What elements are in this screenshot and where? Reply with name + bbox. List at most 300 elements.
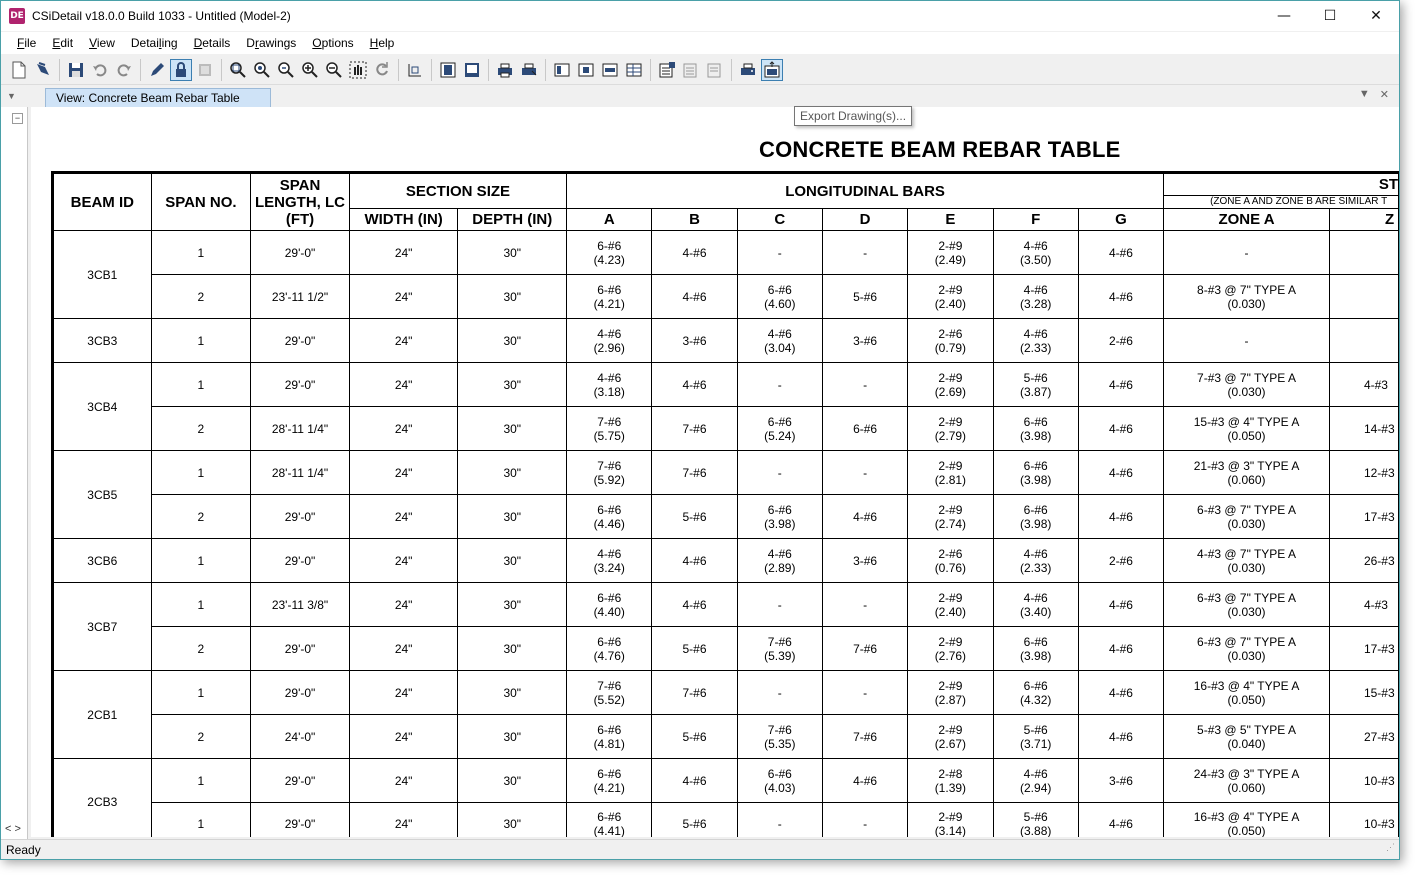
header-beam-id: BEAM ID: [53, 173, 152, 231]
zone-b-cell: 4-#3: [1329, 583, 1399, 627]
bar-f-cell-value: 4-#6: [1023, 546, 1048, 561]
header-stirrups: [1164, 173, 1400, 209]
undo-icon[interactable]: [89, 59, 111, 81]
span-length-cell: 28'-11 1/4": [251, 407, 350, 451]
bar-f-cell-area: (3.88): [1020, 824, 1052, 837]
header-span-no: SPAN NO.: [151, 173, 251, 231]
bar-g-cell: 4-#6: [1078, 671, 1163, 715]
width-cell: 24": [349, 715, 458, 759]
toolbar-separator: [488, 59, 489, 81]
bar-f-cell: [993, 407, 1078, 451]
bar-c-cell: [737, 275, 822, 319]
bar-f-cell-value: 4-#6: [1023, 590, 1048, 605]
model-tree-panel: [1, 107, 28, 839]
zoom-in-icon[interactable]: [299, 59, 321, 81]
maximize-button[interactable]: ☐: [1323, 8, 1337, 24]
bar-f-cell-value: 4-#6: [1023, 282, 1048, 297]
depth-cell: 30": [458, 627, 567, 671]
bar-e-cell-area: (0.76): [934, 560, 967, 575]
zone-a-cell-area: (0.040): [1227, 736, 1266, 751]
bar-g-cell: 4-#6: [1078, 583, 1163, 627]
bar-f-cell-area: (3.71): [1020, 736, 1052, 751]
bar-g-cell: 4-#6: [1078, 407, 1163, 451]
bar-e-cell: [908, 407, 993, 451]
bar-a-cell-value: 4-#6: [597, 546, 622, 561]
bar-a-cell-value: 7-#6: [597, 458, 622, 473]
bar-e-cell-value: 2-#9: [938, 282, 963, 297]
span-length-cell: 28'-11 1/4": [251, 451, 350, 495]
table-row: [53, 715, 1400, 759]
span-no-cell: 2: [151, 407, 251, 451]
bar-e-cell-area: (2.40): [934, 604, 967, 619]
bar-f-cell-value: 4-#6: [1023, 326, 1048, 341]
span-length-cell: 23'-11 3/8": [251, 583, 350, 627]
bar-e-cell-value: 2-#9: [938, 370, 963, 385]
rebar-table-body: [53, 231, 1400, 838]
bar-a-cell-area: (4.21): [593, 296, 625, 311]
bar-a-cell: [567, 275, 652, 319]
bar-d-cell: -: [822, 363, 907, 407]
elevation-view-icon[interactable]: [599, 59, 621, 81]
zone-a-cell-value: 5-#3 @ 5" TYPE A: [1197, 722, 1296, 737]
zone-a-cell-value: 8-#3 @ 7" TYPE A: [1197, 282, 1296, 297]
bar-a-cell-area: (3.24): [593, 560, 625, 575]
bar-a-cell-area: (4.41): [593, 824, 625, 837]
span-no-cell: 1: [151, 583, 251, 627]
span-no-cell: 1: [151, 319, 251, 363]
redo-icon[interactable]: [113, 59, 135, 81]
bar-a-cell: [567, 539, 652, 583]
bar-f-cell-area: (3.98): [1020, 428, 1052, 443]
tab-concrete-beam-rebar-table[interactable]: View: Concrete Beam Rebar Table: [45, 88, 271, 108]
bar-a-cell-value: 6-#6: [597, 238, 622, 253]
bar-f-cell-value: 5-#6: [1023, 810, 1048, 824]
bar-e-cell-value: 2-#6: [938, 546, 963, 561]
export-drawing-icon[interactable]: [761, 59, 783, 81]
zoom-extents-icon[interactable]: [251, 59, 273, 81]
bar-e-cell-area: (2.81): [934, 472, 967, 487]
menu-options[interactable]: Options: [312, 36, 354, 50]
bar-f-cell-value: 6-#6: [1023, 634, 1048, 649]
bar-g-cell: 3-#6: [1078, 759, 1163, 803]
zone-a-cell: [1164, 231, 1330, 275]
header-zone-a: ZONE A: [1164, 209, 1330, 231]
bar-a-cell-area: (4.81): [593, 736, 625, 751]
bar-c-cell: [737, 759, 822, 803]
bar-a-cell-value: 6-#6: [597, 590, 622, 605]
layers-icon[interactable]: [194, 59, 216, 81]
bar-a-cell-area: (5.75): [593, 428, 625, 443]
bar-d-cell: 3-#6: [822, 319, 907, 363]
bar-b-cell: 7-#6: [652, 407, 737, 451]
toolbar-separator: [398, 59, 399, 81]
bar-c-cell-value: -: [777, 817, 782, 831]
width-cell: 24": [349, 319, 458, 363]
width-cell: 24": [349, 627, 458, 671]
header-col-c: C: [737, 209, 822, 231]
bar-e-cell: [908, 583, 993, 627]
width-cell: 24": [349, 495, 458, 539]
bar-a-cell: [567, 715, 652, 759]
zone-a-cell: [1164, 759, 1330, 803]
zoom-out-icon[interactable]: [323, 59, 345, 81]
bar-e-cell-value: 2-#9: [938, 238, 963, 253]
status-text: Ready: [6, 843, 41, 857]
bar-e-cell-area: (2.76): [934, 648, 967, 663]
minimize-button[interactable]: —: [1277, 8, 1291, 24]
tab-controls: [1359, 88, 1389, 101]
sheet-setup-icon[interactable]: [461, 59, 483, 81]
width-cell: 24": [349, 803, 458, 838]
bar-c-cell-area: (5.35): [764, 736, 796, 751]
bar-b-cell: 5-#6: [652, 495, 737, 539]
zone-a-cell-value: -: [1244, 245, 1249, 260]
new-file-icon[interactable]: [8, 59, 30, 81]
schedule-icon[interactable]: [656, 59, 678, 81]
detail-view-icon[interactable]: [551, 59, 573, 81]
bar-f-cell-value: 5-#6: [1023, 370, 1048, 385]
zone-b-cell: 4-#3: [1329, 363, 1399, 407]
bar-f-cell-value: 6-#6: [1023, 502, 1048, 517]
table-row: [53, 803, 1400, 838]
depth-cell: 30": [458, 231, 567, 275]
bar-d-cell: -: [822, 583, 907, 627]
depth-cell: 30": [458, 407, 567, 451]
bar-a-cell-area: (5.92): [593, 472, 625, 487]
menu-detailing[interactable]: Detailing: [130, 36, 178, 50]
zone-a-cell-area: (0.050): [1227, 692, 1266, 707]
title-bar[interactable]: [1, 1, 1399, 31]
menu-help[interactable]: Help: [369, 36, 395, 50]
width-cell: 24": [349, 671, 458, 715]
toolbar: [1, 55, 1399, 85]
bar-a-cell: [567, 451, 652, 495]
header-depth: DEPTH (IN): [458, 209, 567, 231]
zone-b-cell: 10-#3: [1329, 803, 1399, 838]
header-longitudinal-bars: LONGITUDINAL BARS: [567, 173, 1164, 209]
bar-g-cell: 4-#6: [1078, 363, 1163, 407]
header-span-length: SPAN LENGTH, LC (FT): [251, 173, 350, 231]
bar-f-cell: [993, 451, 1078, 495]
zone-b-cell: 26-#3: [1329, 539, 1399, 583]
bar-c-cell-area: (3.98): [764, 516, 796, 531]
toolbar-separator: [731, 59, 732, 81]
span-length-cell: 29'-0": [251, 803, 350, 838]
bar-d-cell: 3-#6: [822, 539, 907, 583]
panel-dropdown-icon[interactable]: ▼: [7, 91, 16, 101]
bar-f-cell: [993, 495, 1078, 539]
window-title: CSiDetail v18.0.0 Build 1033 - Untitled (Model-2): [32, 9, 291, 23]
span-length-cell: 23'-11 1/2": [251, 275, 350, 319]
toolbar-separator: [140, 59, 141, 81]
header-zone-b: Z: [1329, 209, 1399, 231]
bar-c-cell-value: 7-#6: [767, 634, 792, 649]
depth-cell: 30": [458, 539, 567, 583]
export-drawing-tooltip: Export Drawing(s)...: [794, 106, 912, 126]
header-stirrups-label: ST: [1164, 174, 1398, 196]
width-cell: 24": [349, 583, 458, 627]
zoom-window-icon[interactable]: [227, 59, 249, 81]
bar-e-cell-value: 2-#9: [938, 722, 963, 737]
zone-b-cell: 27-#3: [1329, 715, 1399, 759]
zone-a-cell-value: 15-#3 @ 4" TYPE A: [1193, 414, 1300, 429]
width-cell: 24": [349, 451, 458, 495]
drawing-title: CONCRETE BEAM REBAR TABLE: [759, 137, 1121, 162]
width-cell: 24": [349, 759, 458, 803]
table-row: [53, 363, 1400, 407]
section-view-icon[interactable]: [575, 59, 597, 81]
bar-e-cell-value: 2-#9: [938, 634, 963, 649]
bar-a-cell-value: 7-#6: [597, 678, 622, 693]
bar-c-cell-area: (2.89): [764, 560, 796, 575]
schedule-edit-icon[interactable]: [680, 59, 702, 81]
zone-a-cell: [1164, 671, 1330, 715]
bar-c-cell: [737, 451, 822, 495]
span-no-cell: 1: [151, 451, 251, 495]
bar-f-cell-area: (3.50): [1020, 252, 1052, 267]
zone-a-cell-value: 4-#3 @ 7" TYPE A: [1197, 546, 1296, 561]
width-cell: 24": [349, 539, 458, 583]
bar-b-cell: 5-#6: [652, 715, 737, 759]
bar-c-cell-value: -: [777, 245, 782, 260]
bar-g-cell: 4-#6: [1078, 275, 1163, 319]
bar-f-cell: [993, 539, 1078, 583]
table-row: [53, 407, 1400, 451]
bar-f-cell-value: 4-#6: [1023, 766, 1048, 781]
bar-e-cell-value: 2-#9: [938, 502, 963, 517]
zone-a-cell-value: 6-#3 @ 7" TYPE A: [1197, 502, 1296, 517]
table-view-icon[interactable]: [623, 59, 645, 81]
bar-f-cell: [993, 275, 1078, 319]
zone-a-cell: [1164, 495, 1330, 539]
table-row: [53, 627, 1400, 671]
bar-e-cell: [908, 627, 993, 671]
zone-a-cell-value: 16-#3 @ 4" TYPE A: [1193, 678, 1300, 693]
zone-a-cell-area: (0.030): [1227, 516, 1266, 531]
bar-a-cell: [567, 319, 652, 363]
bar-g-cell: 2-#6: [1078, 319, 1163, 363]
bar-e-cell: [908, 539, 993, 583]
bar-e-cell: [908, 671, 993, 715]
dimension-icon[interactable]: [404, 59, 426, 81]
header-width: WIDTH (IN): [349, 209, 458, 231]
status-bar: [1, 839, 1399, 860]
bar-a-cell: [567, 803, 652, 838]
bar-a-cell-area: (4.76): [593, 648, 625, 663]
save-icon[interactable]: [65, 59, 87, 81]
span-no-cell: 1: [151, 803, 251, 838]
bar-g-cell: 4-#6: [1078, 451, 1163, 495]
span-length-cell: 29'-0": [251, 363, 350, 407]
span-length-cell: 29'-0": [251, 671, 350, 715]
menu-edit[interactable]: Edit: [52, 36, 74, 50]
bar-d-cell: 7-#6: [822, 715, 907, 759]
rebar-table: [51, 171, 1400, 837]
bar-d-cell: 4-#6: [822, 759, 907, 803]
width-cell: 24": [349, 231, 458, 275]
bar-e-cell-area: (2.79): [934, 428, 967, 443]
header-col-g: G: [1078, 209, 1163, 231]
bar-f-cell: [993, 231, 1078, 275]
bar-f-cell: [993, 715, 1078, 759]
bar-a-cell-value: 7-#6: [597, 414, 622, 429]
bar-c-cell-area: (4.03): [764, 780, 796, 795]
bar-b-cell: 4-#6: [652, 759, 737, 803]
bar-f-cell-area: (2.33): [1020, 560, 1052, 575]
table-row: [53, 319, 1400, 363]
width-cell: 24": [349, 275, 458, 319]
zoom-previous-icon[interactable]: [275, 59, 297, 81]
pencil-icon[interactable]: [146, 59, 168, 81]
bar-c-cell: [737, 407, 822, 451]
refresh-icon[interactable]: [371, 59, 393, 81]
bar-a-cell-value: 4-#6: [597, 326, 622, 341]
resize-grip-icon[interactable]: ⋰: [1386, 842, 1395, 852]
zone-b-cell: 17-#3: [1329, 495, 1399, 539]
menu-file[interactable]: File: [17, 36, 37, 50]
width-cell: 24": [349, 407, 458, 451]
beam-id-cell: 2CB3: [53, 759, 152, 838]
bar-c-cell-value: -: [777, 685, 782, 700]
zone-a-cell-area: (0.030): [1227, 560, 1266, 575]
bar-d-cell: -: [822, 231, 907, 275]
beam-id-cell: 3CB3: [53, 319, 152, 363]
bar-c-cell: [737, 803, 822, 838]
bar-f-cell-value: 6-#6: [1023, 414, 1048, 429]
bar-a-cell-value: 4-#6: [597, 370, 622, 385]
bar-e-cell-value: 2-#9: [938, 414, 963, 429]
bar-e-cell: [908, 759, 993, 803]
bar-c-cell: [737, 539, 822, 583]
zone-b-cell: [1329, 231, 1399, 275]
beam-id-cell: 2CB1: [53, 671, 152, 759]
beam-id-cell: 3CB5: [53, 451, 152, 539]
bar-a-cell-value: 6-#6: [597, 282, 622, 297]
bar-a-cell: [567, 407, 652, 451]
zone-a-cell-area: (0.060): [1227, 472, 1266, 487]
drawing-viewport[interactable]: [31, 107, 1400, 837]
lock-icon[interactable]: [170, 59, 192, 81]
menu-drawings[interactable]: Drawings: [246, 36, 297, 50]
bar-a-cell-area: (5.52): [593, 692, 625, 707]
bar-c-cell: [737, 627, 822, 671]
bar-b-cell: 4-#6: [652, 583, 737, 627]
span-length-cell: 29'-0": [251, 539, 350, 583]
bar-g-cell: 4-#6: [1078, 495, 1163, 539]
bar-f-cell-area: (3.98): [1020, 648, 1052, 663]
bar-a-cell: [567, 627, 652, 671]
bar-c-cell-value: -: [777, 465, 782, 480]
bar-e-cell: [908, 363, 993, 407]
depth-cell: 30": [458, 803, 567, 838]
schedule-delete-icon[interactable]: [704, 59, 726, 81]
panel-scroll-arrows-icon[interactable]: < >: [5, 823, 21, 835]
close-button[interactable]: ✕: [1370, 8, 1382, 24]
beam-id-cell: 3CB7: [53, 583, 152, 671]
print-drawing-icon[interactable]: [737, 59, 759, 81]
bar-c-cell-area: (5.39): [764, 648, 796, 663]
bar-f-cell-area: (2.33): [1020, 340, 1052, 355]
print-setup-icon[interactable]: [518, 59, 540, 81]
bar-e-cell: [908, 715, 993, 759]
zone-a-cell-area: (0.050): [1227, 824, 1266, 837]
pan-hand-icon[interactable]: [347, 59, 369, 81]
zone-a-cell: [1164, 627, 1330, 671]
bar-c-cell: [737, 231, 822, 275]
bar-b-cell: 7-#6: [652, 671, 737, 715]
print-icon[interactable]: [494, 59, 516, 81]
bar-f-cell: [993, 627, 1078, 671]
bar-a-cell-area: (4.40): [593, 604, 625, 619]
bar-a-cell-area: (3.18): [593, 384, 625, 399]
menu-details[interactable]: Details: [193, 36, 231, 50]
depth-cell: 30": [458, 715, 567, 759]
zone-a-cell-area: (0.030): [1227, 384, 1266, 399]
depth-cell: 30": [458, 275, 567, 319]
tab-list-dropdown-icon[interactable]: ▼: [1358, 88, 1370, 100]
span-no-cell: 1: [151, 759, 251, 803]
depth-cell: 30": [458, 495, 567, 539]
zone-a-cell-value: 24-#3 @ 3" TYPE A: [1193, 766, 1300, 781]
bar-a-cell: [567, 759, 652, 803]
header-col-f: F: [993, 209, 1078, 231]
bar-b-cell: 7-#6: [652, 451, 737, 495]
bar-b-cell: 3-#6: [652, 319, 737, 363]
menu-view[interactable]: View: [89, 36, 115, 50]
bar-f-cell-value: 4-#6: [1023, 238, 1048, 253]
span-no-cell: 1: [151, 231, 251, 275]
zone-b-cell: [1329, 319, 1399, 363]
bar-f-cell-area: (3.98): [1020, 516, 1052, 531]
zone-a-cell: [1164, 539, 1330, 583]
width-cell: 24": [349, 363, 458, 407]
bar-e-cell: [908, 319, 993, 363]
sheet-view-icon[interactable]: [437, 59, 459, 81]
bar-d-cell: 6-#6: [822, 407, 907, 451]
span-length-cell: 24'-0": [251, 715, 350, 759]
open-file-icon[interactable]: [32, 59, 54, 81]
bar-f-cell: [993, 759, 1078, 803]
depth-cell: 30": [458, 451, 567, 495]
bar-c-cell-area: (4.60): [764, 296, 796, 311]
bar-c-cell-value: -: [777, 597, 782, 612]
zone-b-cell: 14-#3: [1329, 407, 1399, 451]
span-no-cell: 2: [151, 495, 251, 539]
zone-b-cell: 12-#3: [1329, 451, 1399, 495]
bar-e-cell-area: (2.67): [934, 736, 967, 751]
bar-d-cell: -: [822, 451, 907, 495]
bar-f-cell-area: (3.87): [1020, 384, 1052, 399]
span-no-cell: 1: [151, 363, 251, 407]
span-no-cell: 2: [151, 627, 251, 671]
toolbar-separator: [221, 59, 222, 81]
bar-f-cell: [993, 671, 1078, 715]
bar-a-cell-value: 6-#6: [597, 810, 622, 824]
bar-a-cell: [567, 231, 652, 275]
bar-d-cell: 4-#6: [822, 495, 907, 539]
tab-close-icon[interactable]: ✕: [1379, 89, 1389, 101]
bar-e-cell-value: 2-#9: [938, 458, 963, 473]
collapse-icon[interactable]: −: [12, 113, 23, 124]
bar-b-cell: 4-#6: [652, 539, 737, 583]
bar-c-cell-value: 6-#6: [767, 502, 792, 517]
depth-cell: 30": [458, 759, 567, 803]
bar-c-cell-value: 6-#6: [767, 282, 792, 297]
bar-f-cell-area: (3.40): [1020, 604, 1052, 619]
bar-a-cell-area: (4.21): [593, 780, 625, 795]
bar-e-cell-area: (2.87): [934, 692, 967, 707]
span-length-cell: 29'-0": [251, 759, 350, 803]
